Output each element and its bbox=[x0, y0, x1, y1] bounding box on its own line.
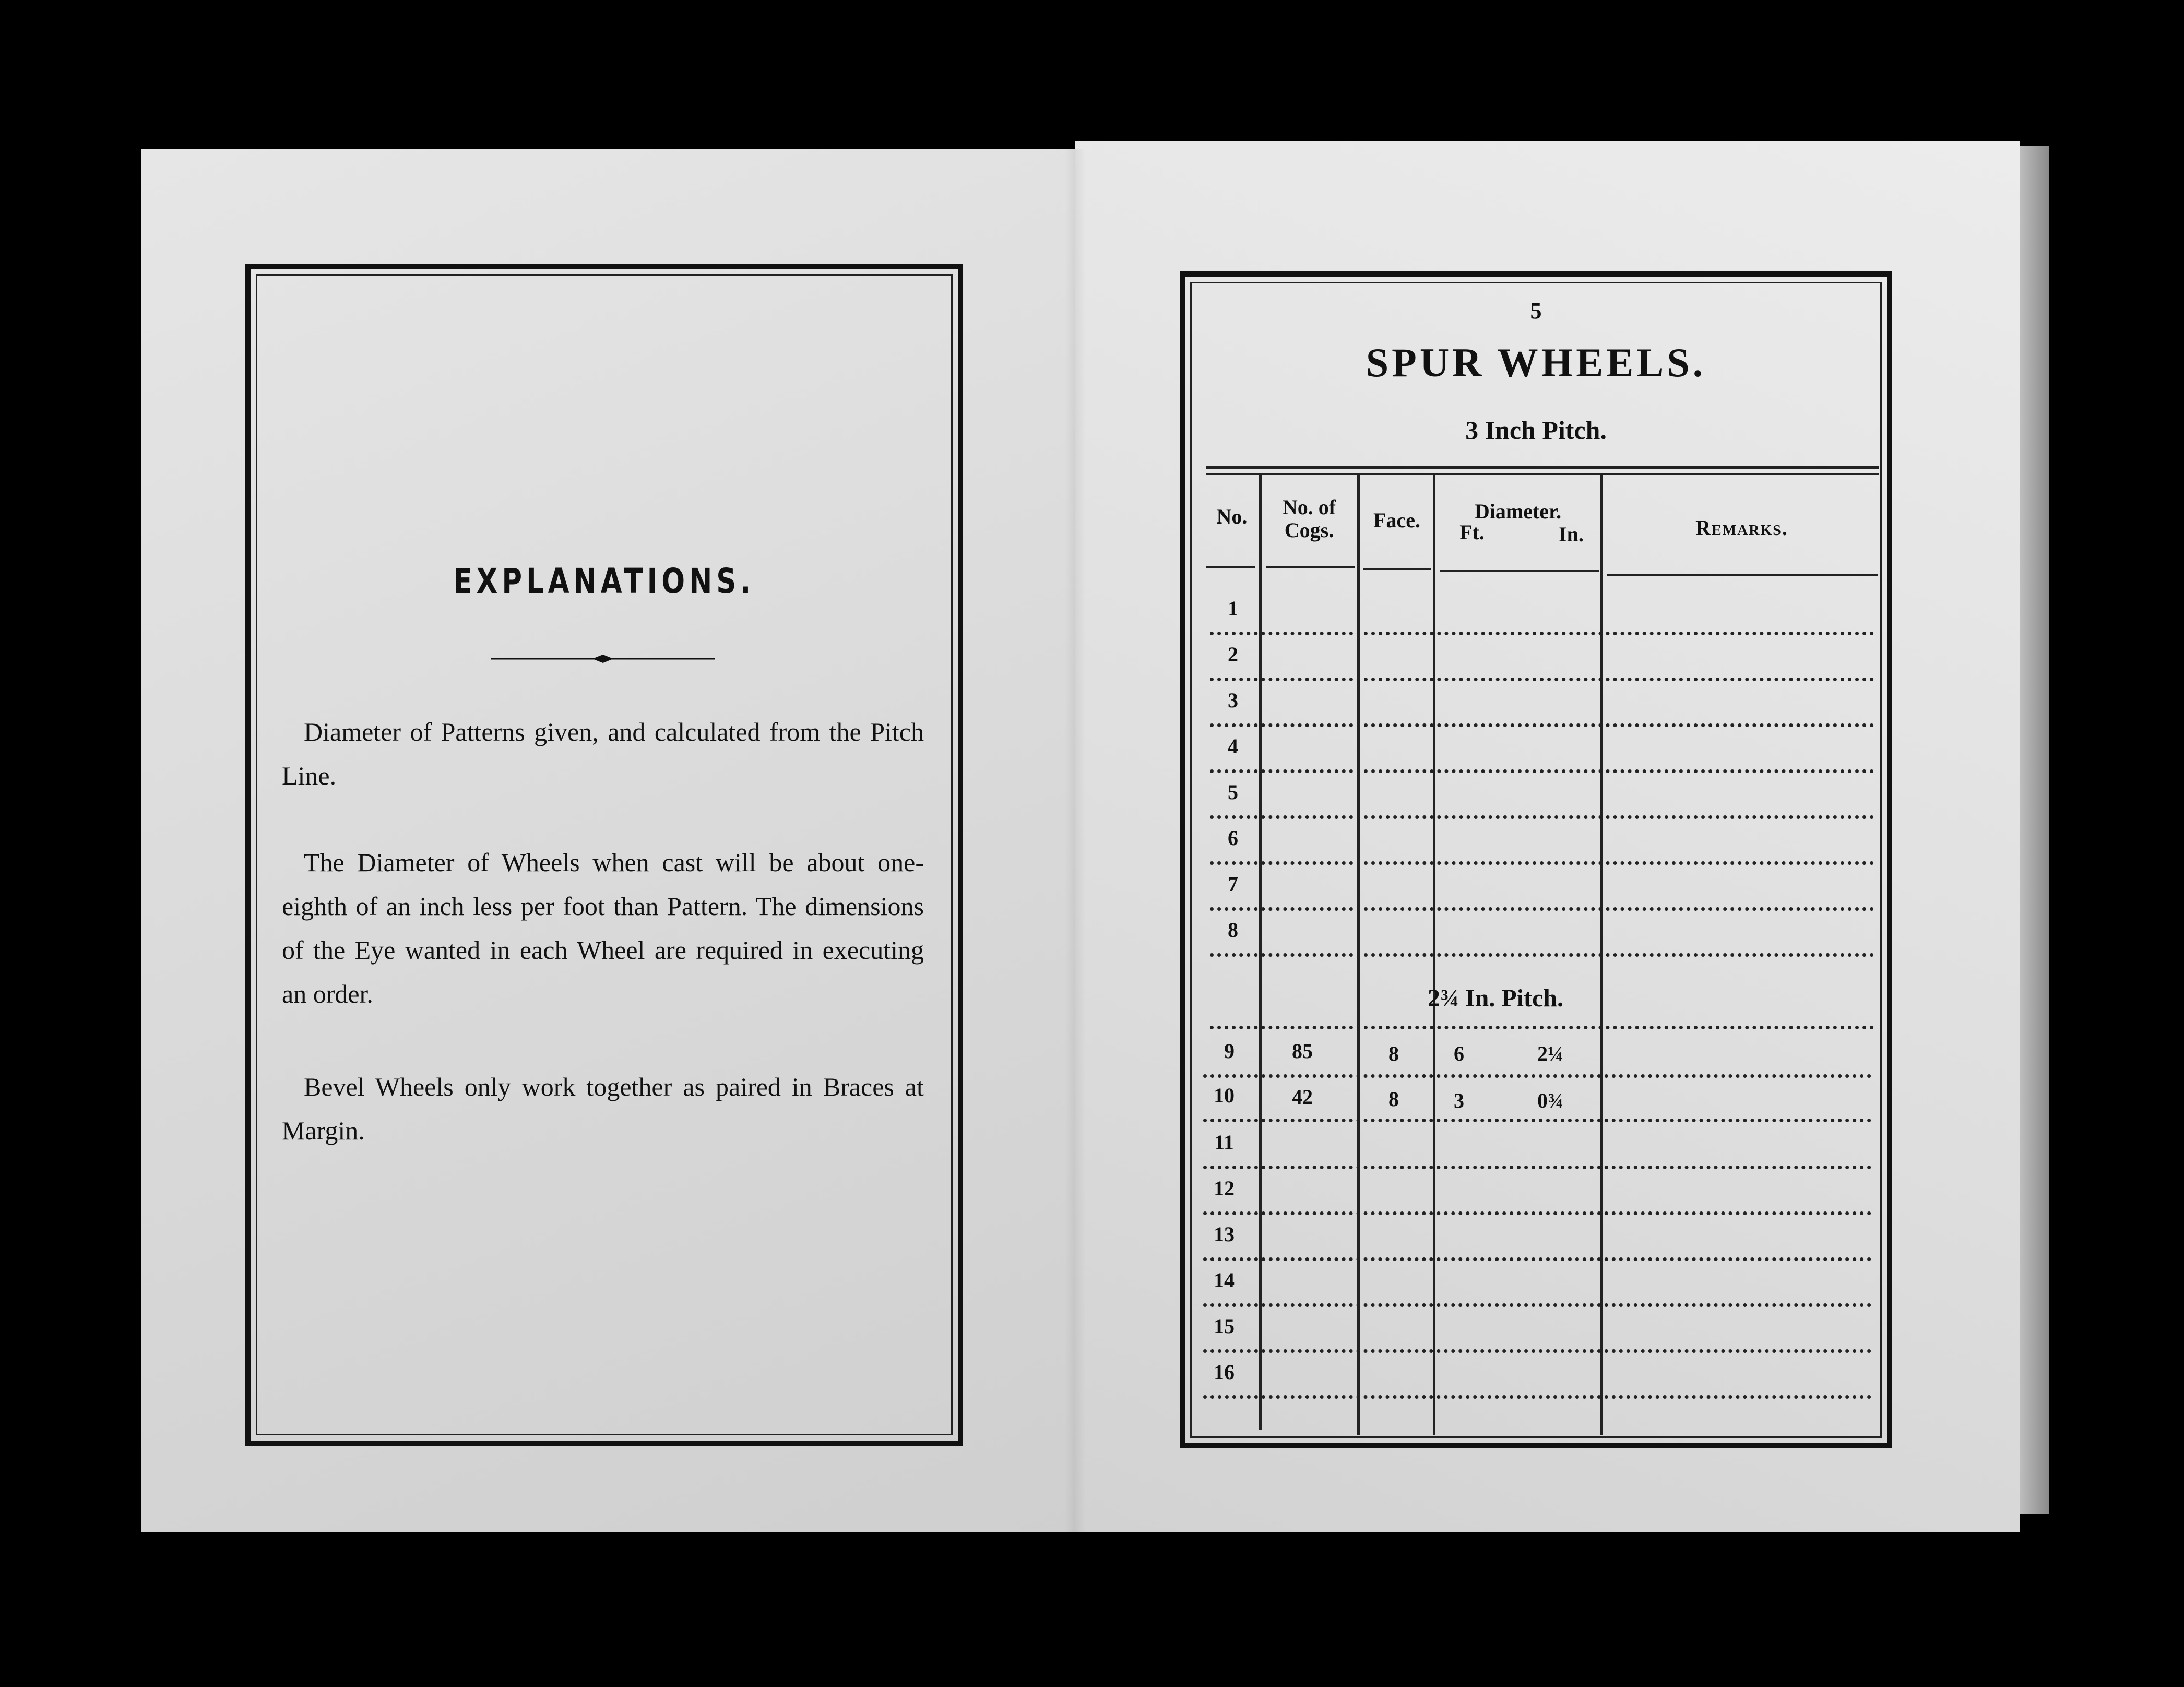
col-head-rule-remarks bbox=[1607, 574, 1878, 576]
dotted-leader bbox=[1203, 1074, 1871, 1078]
row-number: 16 bbox=[1214, 1360, 1235, 1384]
row-number: 5 bbox=[1228, 780, 1238, 804]
dotted-leader bbox=[1203, 1303, 1871, 1307]
page-edge bbox=[2020, 146, 2049, 1514]
face-value: 8 bbox=[1388, 1087, 1399, 1111]
explanation-text-1: Diameter of Patterns given, and calculated from the Pitch Line. bbox=[282, 717, 924, 790]
col-header-in: In. bbox=[1559, 522, 1584, 546]
row-number: 10 bbox=[1214, 1084, 1235, 1107]
explanation-text-3: Bevel Wheels only work together as paired in Braces at Margin. bbox=[282, 1072, 924, 1145]
explanation-paragraph-3 bbox=[282, 1065, 924, 1153]
header-rule-top bbox=[1206, 466, 1879, 469]
col-head-rule-face bbox=[1363, 568, 1431, 570]
diameter-ft-value: 3 bbox=[1454, 1089, 1464, 1112]
explanation-paragraph-2 bbox=[282, 840, 924, 1016]
row-number: 11 bbox=[1214, 1131, 1234, 1154]
sub-pitch-heading: 2¾ In. Pitch. bbox=[1428, 984, 1564, 1012]
dotted-leader bbox=[1203, 1349, 1871, 1353]
col-head-rule-diameter bbox=[1440, 570, 1599, 572]
col-header-cogs-line2: Cogs. bbox=[1284, 518, 1334, 542]
dotted-leader bbox=[1210, 678, 1874, 681]
diameter-in-value: 2¼ bbox=[1537, 1042, 1563, 1065]
row-number: 12 bbox=[1214, 1177, 1235, 1200]
col-header-no: No. bbox=[1216, 505, 1248, 528]
col-divider-1 bbox=[1259, 475, 1262, 1430]
col-header-remarks: Remarks. bbox=[1695, 516, 1788, 540]
ornament-divider bbox=[491, 652, 715, 665]
page-subtitle: 3 Inch Pitch. bbox=[1465, 415, 1607, 445]
explanations-heading: EXPLANATIONS. bbox=[453, 561, 755, 601]
dotted-leader bbox=[1203, 1119, 1871, 1122]
explanation-paragraph-1 bbox=[282, 710, 924, 798]
row-number: 2 bbox=[1228, 643, 1238, 666]
row-number: 9 bbox=[1224, 1039, 1235, 1063]
row-number: 15 bbox=[1214, 1314, 1235, 1338]
col-header-ft: Ft. bbox=[1459, 520, 1485, 544]
col-header-cogs bbox=[1262, 496, 1356, 542]
right-page-border bbox=[1180, 271, 1892, 1448]
cogs-value: 85 bbox=[1292, 1039, 1313, 1063]
col-header-diameter: Diameter. bbox=[1474, 500, 1562, 523]
dotted-leader bbox=[1210, 907, 1874, 911]
dotted-leader bbox=[1203, 1211, 1871, 1215]
dotted-leader bbox=[1203, 1257, 1871, 1261]
dotted-leader bbox=[1210, 815, 1874, 819]
row-number: 4 bbox=[1228, 734, 1238, 758]
right-page-inner-border bbox=[1190, 282, 1882, 1438]
dotted-leader bbox=[1203, 1395, 1871, 1399]
dotted-leader bbox=[1210, 632, 1874, 635]
page-number: 5 bbox=[1530, 298, 1542, 324]
diameter-ft-value: 6 bbox=[1454, 1042, 1464, 1065]
col-header-cogs-line1: No. of bbox=[1282, 495, 1336, 519]
diameter-in-value: 0¾ bbox=[1537, 1089, 1563, 1112]
dotted-leader bbox=[1210, 1026, 1874, 1029]
dotted-leader bbox=[1210, 953, 1874, 957]
face-value: 8 bbox=[1388, 1042, 1399, 1065]
row-number: 7 bbox=[1228, 872, 1238, 896]
book-gutter bbox=[1065, 149, 1086, 1532]
col-head-rule-cogs bbox=[1266, 566, 1355, 568]
row-number: 1 bbox=[1228, 597, 1238, 620]
row-number: 6 bbox=[1228, 826, 1238, 850]
explanation-text-2: The Diameter of Wheels when cast will be about one-eighth of an inch less per foot than Pattern. The dimensions of the Eye wanted in each Wheel are required in executing an order. bbox=[282, 848, 924, 1008]
dotted-leader bbox=[1203, 1166, 1871, 1169]
row-number: 13 bbox=[1214, 1222, 1235, 1246]
row-number: 14 bbox=[1214, 1268, 1235, 1292]
page-title: SPUR WHEELS. bbox=[1366, 340, 1706, 385]
dotted-leader bbox=[1210, 769, 1874, 773]
dotted-leader bbox=[1210, 861, 1874, 865]
header-rule-bottom bbox=[1206, 473, 1879, 475]
row-number: 3 bbox=[1228, 688, 1238, 712]
col-head-rule-no bbox=[1206, 566, 1255, 568]
dotted-leader bbox=[1210, 723, 1874, 727]
row-number: 8 bbox=[1228, 918, 1238, 942]
cogs-value: 42 bbox=[1292, 1085, 1313, 1109]
col-header-face: Face. bbox=[1373, 508, 1420, 532]
